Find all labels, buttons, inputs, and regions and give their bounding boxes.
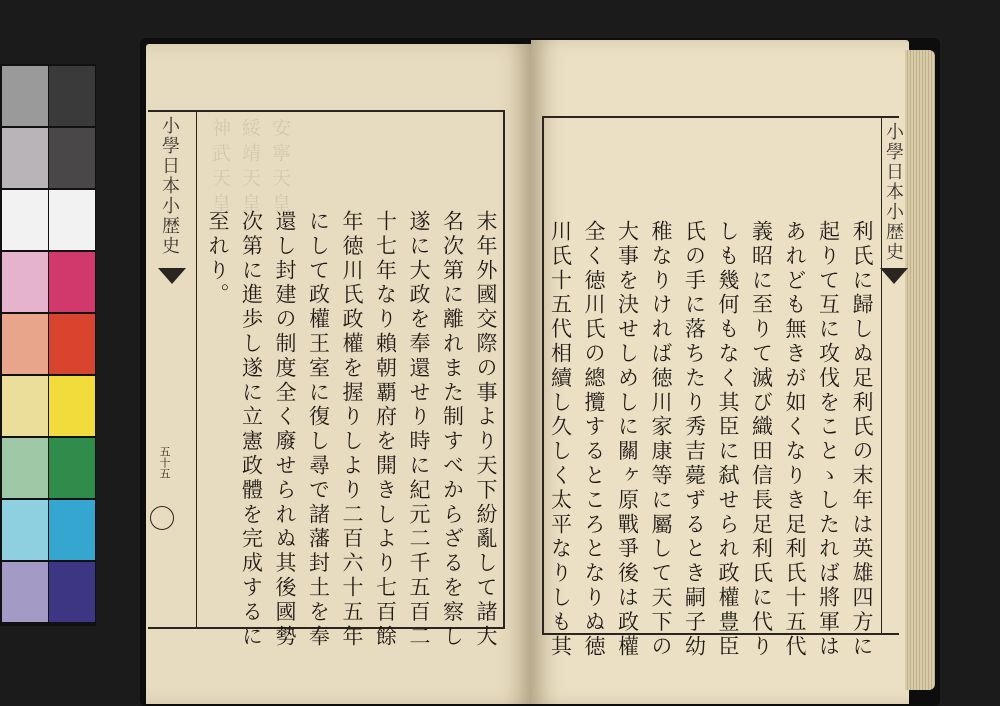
color-swatch	[49, 562, 95, 622]
right-text-column: 利氏に歸しぬ足利氏の末年は英雄四方に	[850, 220, 874, 660]
left-hanshin-title: 小學日本小歴史	[159, 116, 180, 256]
left-text-column: 次第に進歩し遂に立憲政體を完成するに	[239, 210, 264, 650]
right-text-column: 義昭に至りて滅び織田信長足利氏に代り	[749, 220, 774, 660]
color-swatch	[49, 500, 95, 560]
page-edges	[905, 50, 935, 690]
right-hanshin-rule	[881, 116, 882, 633]
color-swatch	[49, 314, 95, 374]
color-swatch	[49, 376, 95, 436]
left-hanshin-rule	[196, 110, 197, 627]
right-text-column: 氏の手に落ちたり秀吉薨ずるとき嗣子幼	[682, 220, 707, 660]
color-swatch	[2, 314, 48, 374]
color-swatch	[2, 252, 48, 312]
left-text-column: 還し封建の制度全く廢せられぬ其後國勢	[273, 210, 297, 650]
color-swatch	[2, 562, 48, 622]
color-swatch	[49, 190, 95, 250]
color-swatch	[49, 128, 95, 188]
right-text-column: あれども無きが如くなりき足利氏十五代	[783, 220, 807, 660]
left-text-column: 十七年なり賴朝覇府を開きしより七百餘	[373, 210, 398, 650]
right-hanshin-title: 小學日本小歴史	[883, 122, 904, 262]
right-text-column: 川氏十五代相續し久しく太平なりしも其	[548, 220, 573, 660]
right-fishtail-ornament	[880, 268, 908, 284]
left-binding-circle	[150, 506, 174, 530]
left-text-column: 名次第に離れまた制すべからざるを察し	[440, 210, 465, 650]
left-text-column: 至れり。	[206, 210, 230, 308]
color-swatch	[2, 190, 48, 250]
bleed-through: 安寧天皇	[269, 118, 291, 218]
bleed-through: 神武天皇	[209, 118, 231, 218]
right-text-column: 稚なりければ徳川家康等に屬して天下の	[649, 220, 673, 660]
left-text-column: にして政權王室に復し尋で諸藩封土を奉	[306, 210, 331, 650]
bleed-through: 綏靖天皇	[239, 118, 261, 218]
color-swatch	[2, 500, 48, 560]
right-text-column: 大事を決せしめしに關ヶ原戰爭後は政權	[615, 220, 640, 660]
right-text-column: 全く徳川氏の總攬するところとなりぬ徳	[582, 220, 606, 660]
left-text-column: 遂に大政を奉還せり時に紀元二千五百二	[407, 210, 431, 650]
color-swatch	[2, 128, 48, 188]
color-swatch	[2, 376, 48, 436]
left-page-number: 五十五	[158, 446, 171, 479]
color-swatch	[2, 438, 48, 498]
color-swatch	[49, 66, 95, 126]
left-text-column: 末年外國交際の事より天下紛亂して諸大	[474, 210, 498, 650]
color-swatch	[2, 66, 48, 126]
left-text-column: 年徳川氏政權を握りしより二百六十五年	[340, 210, 364, 650]
color-swatch	[49, 252, 95, 312]
color-swatch	[49, 438, 95, 498]
left-fishtail-ornament	[158, 268, 186, 284]
right-text-column: しも幾何もなく其臣に弑せられ政權豊臣	[716, 220, 740, 660]
right-text-column: 起りて互に攻伐をことゝしたれば將軍は	[816, 220, 841, 660]
